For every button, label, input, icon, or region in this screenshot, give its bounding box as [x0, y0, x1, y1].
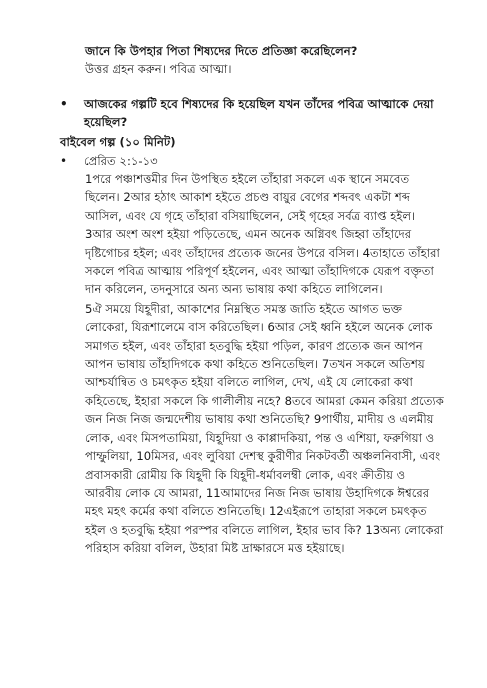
question-answer-text: উত্তর গ্রহন করুন। পবিত্র আত্মা।	[85, 62, 232, 77]
passage-paragraph: 5ঐ সময়ে যিহূদীরা, আকাশের নিম্নস্থিত সমস্ত জাতি হইতে আগত ভক্ত লোকেরা, যিরূশালেমে বাস করিতেছিল। 6আর সেই ধ্বনি হইলে অনেক লোক সমাগত হইল, এবং তাঁহারা হতবুদ্ধি হইয়া পড়িল, কারণ প্রত্যেক জন আপন আপন ভাষায় তাঁহাদিগকে কথা কহিতে শুনিতেছিল। 7তখন সকলে অতিশয় আশ্চর্যান্বিত ও চমৎকৃত হইয়া বলিতে লাগিল, দেখ, এই যে লোকেরা কথা কহিতেছে, ইহারা সকলে কি গালীলীয় নহে? 8তবে আমরা কেমন করিয়া প্রত্যেক জন নিজ নিজ জন্মদেশীয় ভাষায় কথা শুনিতেছি? 9পার্থীয়, মাদীয় ও এলমীয় লোক, এবং মিসপতামিয়া, যিহূদিয়া ও কাপ্পাদকিয়া, পন্ত ও এশিয়া, ফরুগিয়া ও পাম্ফুলিয়া, 10মিসর, এবং লুবিয়া দেশস্থ কুরীণীর নিকটবর্তী অঞ্চলনিবাসী, এবং প্রবাসকারী রোমীয় কি যিহূদী কি যিহূদী-ধর্মাবলম্বী লোক, এবং ক্রীতীয় ও আরবীয় লোক যে আমরা, 11আমাদের নিজ নিজ ভাষায় উহাদিগকে ঈশ্বরের মহৎ মহৎ কর্মের কথা বলিতে শুনিতেছি। 12এইরূপে তাহারা সকলে চমৎকৃত হইল ও হতবুদ্ধি হইয়া পরস্পর বলিতে লাগিল, ইহার ভাব কি? 13অন্য লোকেরা পরিহাস করিয়া বলিল, উহারা মিষ্ট দ্রাক্ষারসে মত্ত হইয়াছে।	[85, 301, 444, 556]
question-continued-text: জানে কি উপহার পিতা শিষ্যদের দিতে প্রতিজ্ঞা করেছিলেন?	[85, 44, 358, 58]
scripture-ref-text: প্রেরিত ২:১-১৩	[84, 154, 158, 168]
bullet-question-item	[60, 95, 440, 132]
scripture-passage	[85, 170, 445, 559]
passage-paragraph: 1পরে পঞ্চাশত্তমীর দিন উপস্থিত হইলে তাঁহারা সকলে এক স্থানে সমবেত ছিলেন। 2আর হঠাৎ আকাশ হইতে প্রচণ্ড বায়ুর বেগের শব্দবৎ একটা শব্দ আসিল, এবং যে গৃহে তাঁহারা বসিয়াছিলেন, সেই গৃহের সর্বত্র ব্যাপ্ত হইল। 3আর অংশ অংশ হইয়া পড়িতেছে, এমন অনেক অগ্নিবৎ জিহ্বা তাঁহাদের দৃষ্টিগোচর হইল; এবং তাঁহাদের প্রত্যেক জনের উপরে বসিল। 4তাহাতে তাঁহারা সকলে পবিত্র আত্মায় পরিপূর্ণ হইলেন, এবং আত্মা তাঁহাদিগকে যেরূপ বক্তৃতা দান করিলেন, তদনুসারে অন্য অন্য ভাষায় কথা কহিতে লাগিলেন।	[85, 172, 440, 297]
section-heading: বাইবেল গল্প (১০ মিনিট)	[60, 135, 176, 149]
bullet-marker: •	[60, 97, 68, 111]
scripture-ref-item	[60, 152, 450, 170]
bullet-marker: •	[60, 154, 68, 168]
bullet-question-text: আজকের গল্পটি হবে শিষ্যদের কি হয়েছিল যখন তাঁদের পবিত্র আত্মাকে দেয়া হয়েছিল?	[84, 97, 434, 130]
question-continued-block	[85, 42, 445, 79]
